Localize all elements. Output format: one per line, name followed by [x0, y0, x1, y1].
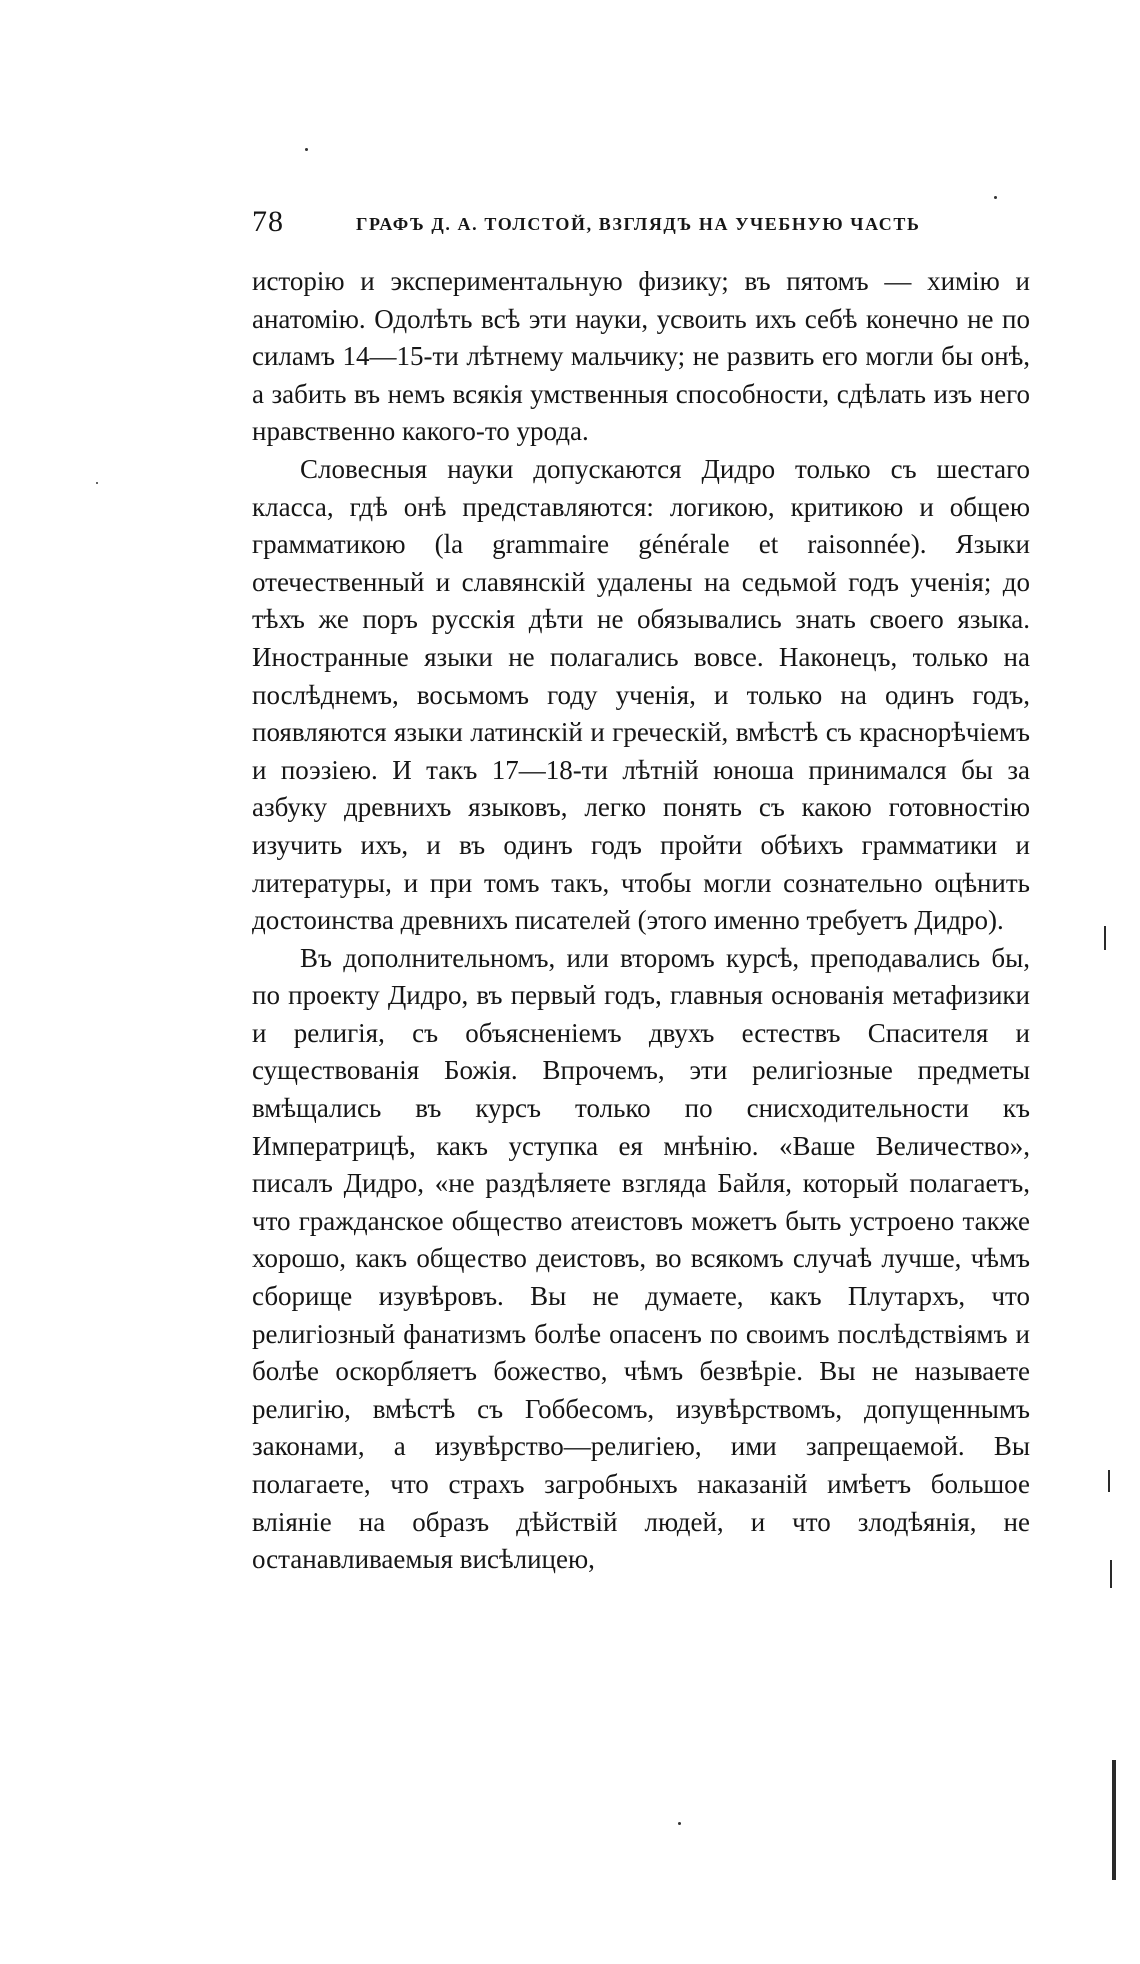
body-text [252, 263, 1030, 1579]
margin-mark [1108, 1470, 1110, 1492]
running-header [252, 200, 1032, 244]
scan-speck [994, 196, 997, 199]
scan-speck [96, 482, 98, 484]
paragraph-2: Словесныя науки допускаются Дидро только съ шестаго класса, гдѣ онѣ представляются: логикою, критикою и общею грамматикою (la grammaire générale et raisonnée). Языки отечественный и славянскій удалены на седьмой годъ ученія; до тѣхъ же поръ русскія дѣти не обязывались знать своего языка. Иностранные языки не полагались вовсе. Наконецъ, только на послѣднемъ, восьмомъ году ученія, и только на одинъ годъ, появляются языки латинскій и греческій, вмѣстѣ съ краснорѣчіемъ и поэзіею. И такъ 17—18-ти лѣтній юноша принимался бы за азбуку древнихъ языковъ, легко понять съ какою готовностію изучить ихъ, и въ одинъ годъ пройти обѣихъ грамматики и литературы, и при томъ такъ, чтобы могли сознательно оцѣнить достоинства древнихъ писателей (этого именно требуетъ Дидро). [252, 453, 1030, 936]
paragraph-1: исторію и экспериментальную физику; въ пятомъ — химію и анатомію. Одолѣть всѣ эти науки, усвоить ихъ себѣ конечно не по силамъ 14—15-ти лѣтнему мальчику; не развить его могли бы онѣ, а забить въ немъ всякія умственныя способности, сдѣлать изъ него нравственно какого-то урода. [252, 266, 1030, 447]
paragraph-3: Въ дополнительномъ, или второмъ курсѣ, преподавались бы, по проекту Дидро, въ первый годъ, главныя основанія метафизики и религія, съ объясненіемъ двухъ естествъ Спасителя и существованія Божія. Впрочемъ, эти религіозные предметы вмѣщались въ курсъ только по снисходительности къ Императрицѣ, какъ уступка ея мнѣнію. «Ваше Величество», писалъ Дидро, «не раздѣляете взгляда Байля, который полагаетъ, что гражданское общество атеистовъ можетъ быть устроено также хорошо, какъ общество деистовъ, во всякомъ случаѣ лучше, чѣмъ сборище изувѣровъ. Вы не думаете, какъ Плутархъ, что религіозный фанатизмъ болѣе опасенъ по своимъ послѣдствіямъ и болѣе оскорбляетъ божество, чѣмъ безвѣріе. Вы не называете религію, вмѣстѣ съ Гоббесомъ, изувѣрствомъ, допущеннымъ законами, а изувѣрство—религіею, ими запрещаемой. Вы полагаете, что страхъ загробныхъ наказаній имѣетъ большое вліяніе на образъ дѣйствій людей, и что злодѣянія, не останавливаемыя висѣлицею, [252, 942, 1030, 1575]
margin-mark [1110, 1560, 1112, 1588]
running-title: ГРАФЪ Д. А. ТОЛСТОЙ, ВЗГЛЯДЪ НА УЧЕБНУЮ ЧАСТЬ [356, 214, 921, 234]
scan-speck [678, 1822, 681, 1825]
scan-speck [305, 148, 308, 151]
page-number: 78 [252, 205, 284, 238]
margin-mark [1104, 926, 1106, 950]
margin-mark [1112, 1760, 1116, 1880]
